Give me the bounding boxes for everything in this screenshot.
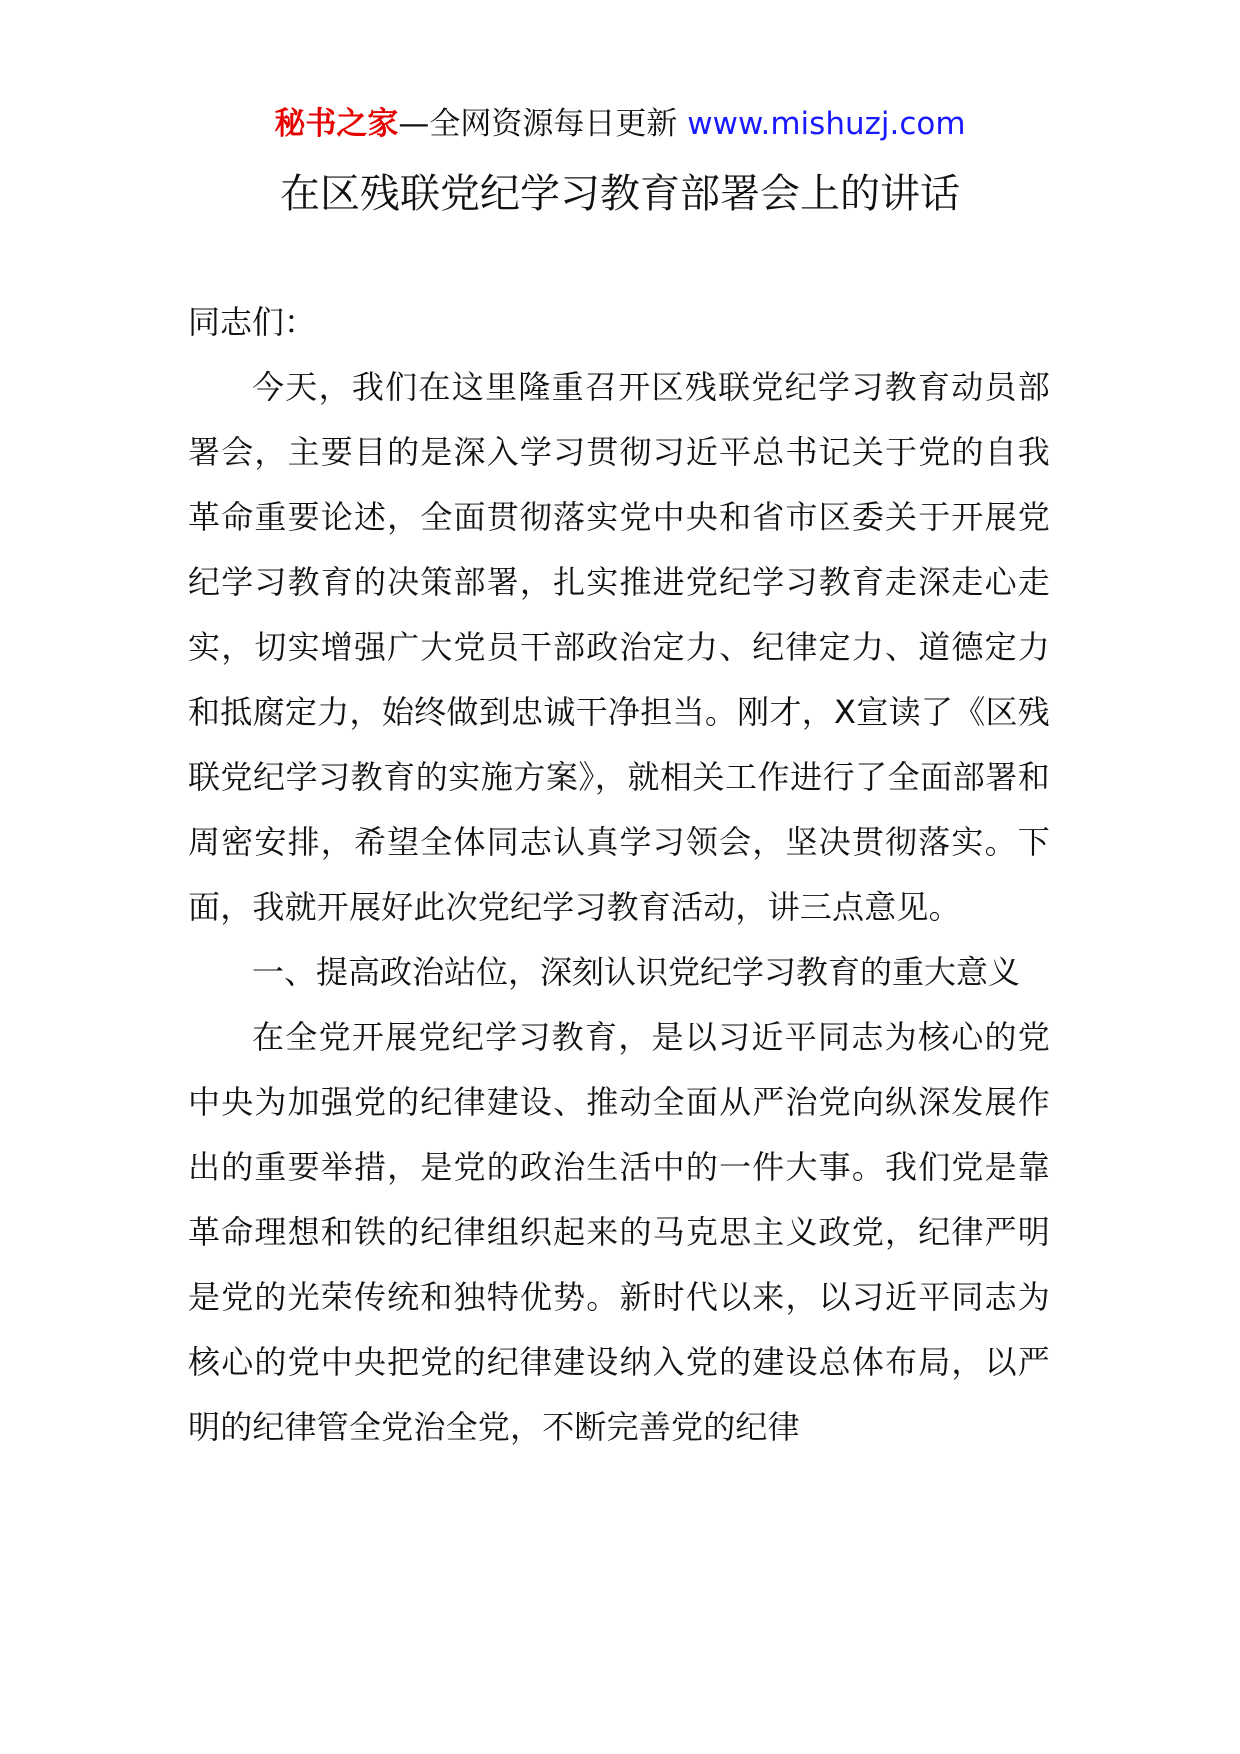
site-header — [0, 104, 1240, 144]
brand-name: 秘书之家 — [274, 106, 399, 142]
document-title: 在区残联党纪学习教育部署会上的讲话 — [280, 171, 960, 217]
paragraph-section-one: 在全党开展党纪学习教育，是以习近平同志为核心的党中央为加强党的纪律建设、推动全面从严治党向纵深发展作出的重要举措，是党的政治生活中的一件大事。我们党是靠革命理想和铁的纪律组织起来的马克思主义政党，纪律严明是党的光荣传统和独特优势。新时代以来，以习近平同志为核心的党中央把党的纪律建设纳入党的建设总体布局，以严明的纪律管全党治全党，不断完善党的纪律 — [188, 1018, 1050, 1446]
section-heading: 一、提高政治站位，深刻认识党纪学习教育的重大意义 — [252, 953, 1021, 991]
site-url-link[interactable]: www.mishuzj.com — [687, 106, 966, 142]
paragraph-intro: 今天，我们在这里隆重召开区残联党纪学习教育动员部署会，主要目的是深入学习贯彻习近平总书记关于党的自我革命重要论述，全面贯彻落实党中央和省市区委关于开展党纪学习教育的决策部署，扎实推进党纪学习教育走深走心走实，切实增强广大党员干部政治定力、纪律定力、道德定力和抵腐定力，始终做到忠诚干净担当。刚才，X宣读了《区残联党纪学习教育的实施方案》，就相关工作进行了全面部署和周密安排，希望全体同志认真学习领会，坚决贯彻落实。下面，我就开展好此次党纪学习教育活动，讲三点意见。 — [188, 368, 1050, 926]
salutation: 同志们： — [188, 303, 317, 341]
document-body — [188, 290, 1050, 1460]
header-slogan: —全网资源每日更新 — [398, 106, 678, 142]
